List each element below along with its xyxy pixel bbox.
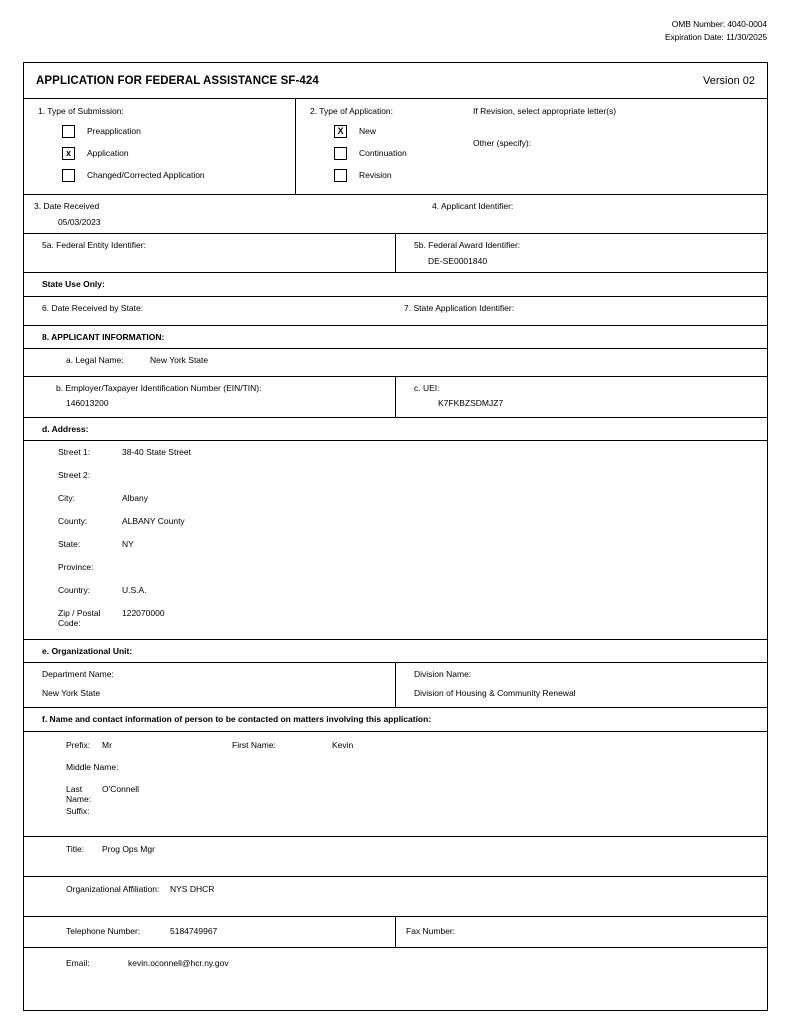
- federal-award-identifier-value: DE-SE0001840: [428, 256, 488, 266]
- county-label: County:: [58, 516, 88, 526]
- ein-uei-block: [24, 377, 767, 418]
- date-received-value: 05/03/2023: [58, 217, 101, 227]
- org-unit-heading: e. Organizational Unit:: [42, 646, 133, 656]
- division-name-field[interactable]: [396, 663, 767, 707]
- suffix-label: Suffix:: [66, 806, 90, 816]
- address-line-county[interactable]: [24, 516, 767, 539]
- contact-heading-row: [24, 708, 767, 732]
- federal-entity-identifier-field[interactable]: [24, 234, 396, 272]
- type-of-submission-label: 1. Type of Submission:: [38, 106, 124, 116]
- title-value: Prog Ops Mgr: [102, 844, 155, 854]
- applicant-identifier-field[interactable]: [422, 195, 767, 233]
- address-line-city[interactable]: [24, 493, 767, 516]
- contact-middlename-row[interactable]: [24, 762, 767, 784]
- submission-application-block: [24, 99, 767, 195]
- contact-suffix-row[interactable]: [24, 806, 767, 828]
- last-name-label: Last Name:: [66, 784, 92, 804]
- other-specify-label: Other (specify):: [473, 138, 532, 148]
- street1-label: Street 1:: [58, 447, 91, 457]
- contact-prefix-firstname-row[interactable]: [24, 740, 767, 762]
- address-line-country[interactable]: [24, 585, 767, 608]
- fax-label: Fax Number:: [406, 926, 456, 936]
- label-application: Application: [87, 148, 129, 158]
- omb-expiration-date: Expiration Date: 11/30/2025: [664, 32, 767, 43]
- org-affiliation-value: NYS DHCR: [170, 884, 215, 894]
- omb-number: OMB Number: 4040-0004: [671, 19, 767, 29]
- date-received-block: [24, 195, 767, 234]
- contact-title-row[interactable]: [24, 837, 767, 877]
- county-value: ALBANY County: [122, 516, 185, 526]
- uei-label: c. UEI:: [414, 383, 440, 393]
- uei-field[interactable]: [396, 377, 767, 417]
- checkbox-preapplication[interactable]: [62, 125, 75, 138]
- state-application-identifier-field[interactable]: [396, 297, 767, 325]
- contact-email-row[interactable]: [24, 948, 767, 1010]
- last-name-value: O'Connell: [102, 784, 140, 794]
- telephone-field[interactable]: [24, 917, 396, 947]
- prefix-value: Mr: [102, 740, 112, 750]
- address-block: [24, 441, 767, 640]
- submission-option-preapplication[interactable]: [24, 120, 295, 142]
- org-unit-block: [24, 663, 767, 708]
- department-name-value: New York State: [42, 688, 101, 698]
- contact-heading: f. Name and contact information of person to be contacted on matters involving this application:: [42, 714, 432, 724]
- fax-field[interactable]: [396, 917, 767, 947]
- legal-name-field[interactable]: [24, 349, 767, 377]
- type-of-application-label: 2. Type of Application:: [310, 106, 394, 116]
- sf424-form: [23, 62, 768, 1011]
- application-option-new[interactable]: [296, 120, 467, 142]
- state-label: State:: [58, 539, 81, 549]
- date-received-by-state-label: 6. Date Received by State:: [42, 303, 144, 313]
- type-of-application-section: [296, 99, 467, 194]
- applicant-information-heading: 8. APPLICANT INFORMATION:: [42, 332, 165, 342]
- contact-phone-block: [24, 917, 767, 948]
- contact-name-block: [24, 732, 767, 837]
- city-label: City:: [58, 493, 75, 503]
- state-use-only-heading-row: [24, 273, 767, 297]
- form-header: [24, 63, 767, 99]
- legal-name-label: a. Legal Name:: [66, 355, 124, 365]
- checkbox-application[interactable]: x: [62, 147, 75, 160]
- division-name-label: Division Name:: [414, 669, 472, 679]
- federal-entity-identifier-label: 5a. Federal Entity Identifier:: [42, 240, 146, 250]
- application-option-continuation[interactable]: [296, 142, 467, 164]
- contact-org-affiliation-row[interactable]: [24, 877, 767, 917]
- omb-info: [665, 18, 767, 44]
- telephone-label: Telephone Number:: [66, 926, 141, 936]
- submission-option-changed-corrected[interactable]: [24, 164, 295, 186]
- state-received-block: [24, 297, 767, 326]
- org-affiliation-label: Organizational Affiliation:: [66, 884, 160, 894]
- state-use-only-heading: State Use Only:: [42, 279, 105, 289]
- applicant-information-heading-row: [24, 326, 767, 349]
- country-label: Country:: [58, 585, 91, 595]
- checkbox-revision[interactable]: [334, 169, 347, 182]
- zip-value: 122070000: [122, 608, 165, 618]
- type-of-submission-section: [24, 99, 296, 194]
- label-changed-corrected: Changed/Corrected Application: [87, 170, 205, 180]
- department-name-label: Department Name:: [42, 669, 114, 679]
- checkbox-new[interactable]: X: [334, 125, 347, 138]
- city-value: Albany: [122, 493, 148, 503]
- uei-value: K7FKBZSDMJZ7: [438, 398, 504, 408]
- address-line-street1[interactable]: [24, 447, 767, 470]
- applicant-identifier-label: 4. Applicant Identifier:: [432, 201, 514, 211]
- ein-field[interactable]: [24, 377, 396, 417]
- address-line-state[interactable]: [24, 539, 767, 562]
- checkbox-continuation[interactable]: [334, 147, 347, 160]
- label-new: New: [359, 126, 377, 136]
- first-name-value: Kevin: [332, 740, 354, 750]
- title-label: Title:: [66, 844, 85, 854]
- identifier-block: [24, 234, 767, 273]
- street2-label: Street 2:: [58, 470, 91, 480]
- date-received-label: 3. Date Received: [34, 201, 100, 211]
- contact-lastname-row[interactable]: [24, 784, 767, 806]
- department-name-field[interactable]: [24, 663, 396, 707]
- address-line-street2[interactable]: [24, 470, 767, 493]
- revision-details-section: [467, 99, 767, 194]
- province-label: Province:: [58, 562, 94, 572]
- date-received-field[interactable]: [24, 195, 422, 233]
- label-revision: Revision: [359, 170, 392, 180]
- telephone-value: 5184749967: [170, 926, 218, 936]
- revision-letters-label: If Revision, select appropriate letter(s): [473, 106, 617, 116]
- ein-label: b. Employer/Taxpayer Identification Number (EIN/TIN):: [56, 383, 262, 393]
- country-value: U.S.A.: [122, 585, 147, 595]
- address-line-province[interactable]: [24, 562, 767, 585]
- ein-value: 146013200: [66, 398, 109, 408]
- address-heading-row: [24, 418, 767, 441]
- first-name-label: First Name:: [232, 740, 276, 750]
- middle-name-label: Middle Name:: [66, 762, 119, 772]
- org-unit-heading-row: [24, 640, 767, 663]
- prefix-label: Prefix:: [66, 740, 91, 750]
- page-title: APPLICATION FOR FEDERAL ASSISTANCE SF-424: [36, 74, 319, 87]
- state-value: NY: [122, 539, 134, 549]
- checkbox-changed-corrected[interactable]: [62, 169, 75, 182]
- division-name-value: Division of Housing & Community Renewal: [414, 688, 576, 698]
- federal-award-identifier-field[interactable]: [396, 234, 767, 272]
- address-heading: d. Address:: [42, 424, 89, 434]
- legal-name-value: New York State: [150, 355, 209, 365]
- label-preapplication: Preapplication: [87, 126, 141, 136]
- address-line-zip[interactable]: [24, 608, 767, 631]
- zip-label: Zip / Postal Code:: [58, 608, 101, 628]
- date-received-by-state-field[interactable]: [24, 297, 396, 325]
- form-version: Version 02: [703, 74, 755, 87]
- email-label: Email:: [66, 958, 90, 968]
- email-value: kevin.oconnell@hcr.ny.gov: [128, 958, 229, 968]
- label-continuation: Continuation: [359, 148, 407, 158]
- state-application-identifier-label: 7. State Application Identifier:: [404, 303, 515, 313]
- application-option-revision[interactable]: [296, 164, 467, 186]
- street1-value: 38-40 State Street: [122, 447, 191, 457]
- federal-award-identifier-label: 5b. Federal Award Identifier:: [414, 240, 521, 250]
- submission-option-application[interactable]: [24, 142, 295, 164]
